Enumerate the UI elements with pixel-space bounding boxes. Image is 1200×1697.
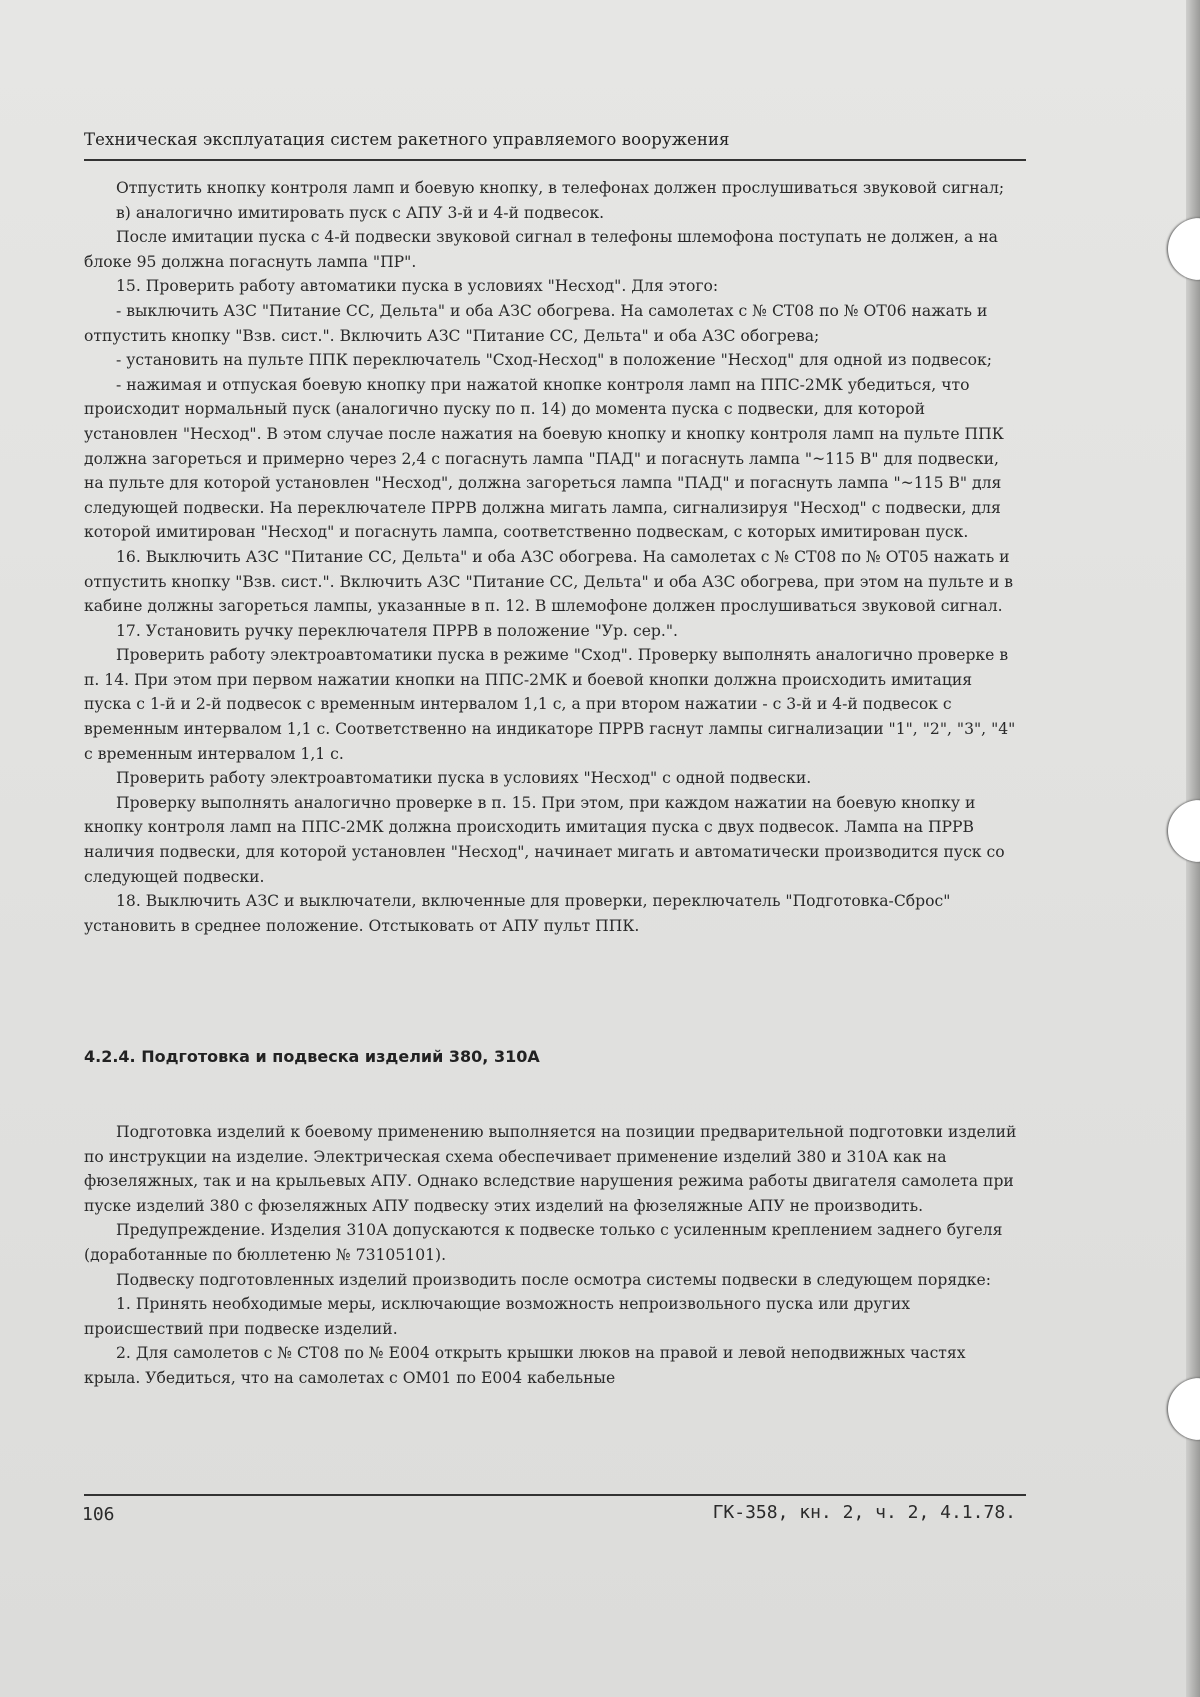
body-text-bottom (84, 1120, 1020, 1391)
paragraph: 16. Выключить АЗС "Питание СС, Дельта" и оба АЗС обогрева. На самолетах с № СТ08 по № ОТ05 нажать и отпустить кнопку "Взв. сист.". Включить АЗС "Питание СС, Дельта" и оба АЗС обогрева, при этом на пульте и в кабине должны загореться лампы, указанные в п. 12. В шлемофоне должен прослушиваться звуковой сигнал. (84, 547, 1019, 616)
paragraph: Подвеску подготовленных изделий производить после осмотра системы подвески в следующем порядке: (116, 1270, 992, 1289)
footer-divider (84, 1494, 1026, 1496)
document-reference: ГК-358, кн. 2, ч. 2, 4.1.78. (712, 1502, 1016, 1523)
paragraph: 18. Выключить АЗС и выключатели, включенные для проверки, переключатель "Подготовка-Сброс" установить в среднее положение. Отстыковать от АПУ пульт ППК. (84, 892, 956, 935)
paragraph: - нажимая и отпуская боевую кнопку при нажатой кнопке контроля ламп на ППС-2МК убедиться, что происходит нормальный пуск (аналогично пуску по п. 14) до момента пуска с подвески, для которой установлен "Несход". В этом случае после нажатия на боевую кнопку и кнопку контроля ламп на пульте ППК должна загореться и примерно через 2,4 с погаснуть лампа "ПАД" и погаснуть лампа "~115 В" для подвески, на пульте для которой установлен "Несход", должна загореться лампа "ПАД" и погаснуть лампа "~115 В" для следующей подвески. На переключателе ПРРВ должна мигать лампа, сигнализируя "Несход" с подвески, для которой имитирован "Несход" и погаснуть лампа, соответственно подвескам, с которых имитирован пуск. (84, 375, 1009, 542)
paragraph: 17. Установить ручку переключателя ПРРВ в положение "Ур. сер.". (116, 621, 678, 640)
punch-hole-icon (1168, 800, 1200, 862)
punch-hole-icon (1168, 1378, 1200, 1440)
section-heading: 4.2.4. Подготовка и подвеска изделий 380, 310А (84, 1047, 540, 1066)
paragraph: - установить на пульте ППК переключатель "Сход-Несход" в положение "Несход" для одной из подвесок; (116, 351, 993, 370)
paragraph: 1. Принять необходимые меры, исключающие возможность непроизвольного пуска или других происшествий при подвеске изделий. (84, 1295, 915, 1338)
paragraph: Отпустить кнопку контроля ламп и боевую кнопку, в телефонах должен прослушиваться звуковой сигнал; (116, 179, 1005, 197)
paragraph: 15. Проверить работу автоматики пуска в условиях "Несход". Для этого: (116, 277, 719, 296)
paragraph: Предупреждение. Изделия 310А допускаются к подвеске только с усиленным креплением заднего бугеля (доработанные по бюллетеню № 73105101). (84, 1221, 1008, 1264)
running-header: Техническая эксплуатация систем ракетного управляемого вооружения (84, 130, 730, 149)
header-divider (84, 159, 1026, 161)
paragraph: Проверить работу электроавтоматики пуска в режиме "Сход". Проверку выполнять аналогично проверке в п. 14. При этом при первом нажатии кнопки на ППС-2МК и боевой кнопки должна происходить имитация пуска с 1-й и 2-й подвесок с временным интервалом 1,1 с, а при втором нажатии - с 3-й и 4-й подвесок с временным интервалом 1,1 с. Соответственно на индикаторе ПРРВ гаснут лампы сигнализации "1", "2", "3", "4" с временным интервалом 1,1 с. (84, 646, 1021, 763)
paragraph: - выключить АЗС "Питание СС, Дельта" и оба АЗС обогрева. На самолетах с № СТ08 по № ОТ06 нажать и отпустить кнопку "Взв. сист.". Включить АЗС "Питание СС, Дельта" и оба АЗС обогрева; (84, 301, 993, 345)
punch-hole-icon (1168, 218, 1200, 280)
paragraph: После имитации пуска с 4-й подвески звуковой сигнал в телефоны шлемофона поступать не должен, а на блоке 95 должна погаснуть лампа "ПР". (84, 228, 1003, 271)
paragraph: в) аналогично имитировать пуск с АПУ 3-й и 4-й подвесок. (116, 203, 605, 222)
paragraph: Проверить работу электроавтоматики пуска в условиях "Несход" с одной подвески. (116, 769, 812, 788)
paragraph: 2. Для самолетов с № СТ08 по № Е004 открыть крышки люков на правой и левой неподвижных частях крыла. Убедиться, что на самолетах с ОМ01 по Е004 кабельные (84, 1344, 971, 1387)
page-number: 106 (82, 1504, 115, 1525)
body-text-top (84, 176, 1020, 938)
paragraph: Подготовка изделий к боевому применению выполняется на позиции предварительной подготовки изделий по инструкции на изделие. Электрическая схема обеспечивает применение изделий 380 и 310А как на фюзеляжных, так и на крыльевых АПУ. Однако вследствие нарушения режима работы двигателя самолета при пуске изделий 380 с фюзеляжных АПУ подвеску этих изделий на фюзеляжные АПУ не производить. (84, 1123, 1022, 1215)
paragraph: Проверку выполнять аналогично проверке в п. 15. При этом, при каждом нажатии на боевую кнопку и кнопку контроля ламп на ППС-2МК должна происходить имитация пуска с двух подвесок. Лампа на ПРРВ наличия подвески, для которой установлен "Несход", начинает мигать и автоматически производится пуск со следующей подвески. (84, 793, 1010, 886)
